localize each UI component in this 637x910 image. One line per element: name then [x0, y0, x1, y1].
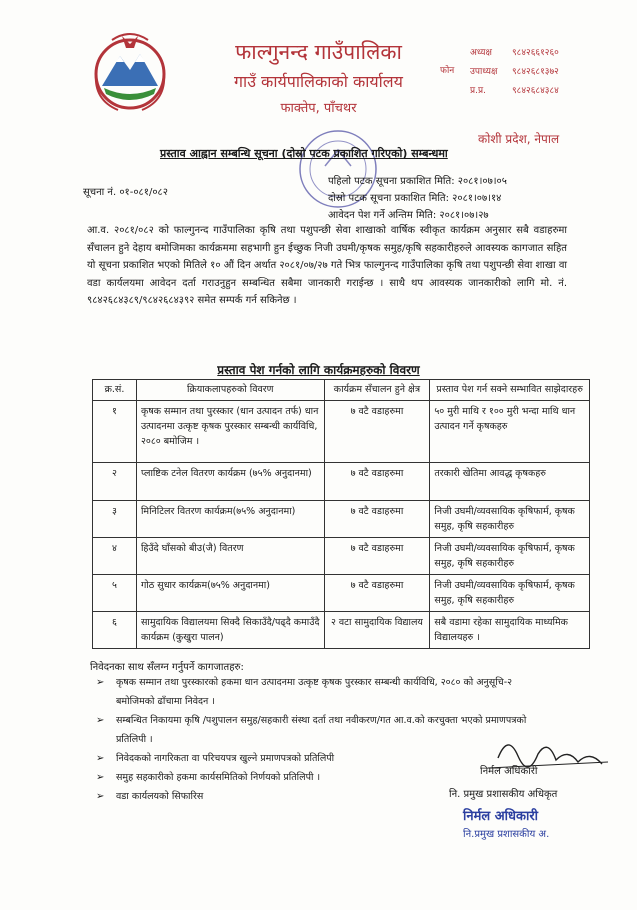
- office-subtitle: गाउँ कार्यपालिकाको कार्यालय: [234, 72, 403, 91]
- table-row: [93, 501, 590, 538]
- document-text: समुह सहकारीको हकमा कार्यसमितिको निर्णयको प्रतिलिपी ।: [116, 772, 321, 783]
- phone-number: ९८४२६६१२६०: [512, 48, 559, 58]
- cell-sn: ६: [93, 612, 137, 649]
- document-text: निवेदकको नागरिकता वा परिचयपत्र खुल्ने प्रमाणपत्रको प्रतिलिपी: [116, 753, 335, 764]
- cell-activity: प्लाष्टिक टनेल वितरण कार्यक्रम (७५% अनुदानमा): [136, 463, 324, 501]
- list-item: [96, 768, 536, 787]
- phone-role: प्र.प्र.: [470, 86, 486, 96]
- program-table: [92, 379, 590, 649]
- arrow-bullet-icon: ➢: [96, 677, 105, 688]
- cell-sn: ४: [93, 538, 137, 575]
- cell-activity: हिउँदे घाँसको बीउ(जै) वितरण: [136, 538, 324, 575]
- table-title: प्रस्ताव पेश गर्नको लागि कार्यक्रमहरुको विवरण: [217, 363, 420, 377]
- deadline-date: आवेदन पेश गर्ने अन्तिम मिति: २०८१।०७।२७: [328, 210, 489, 221]
- phone-role: उपाध्यक्ष: [470, 67, 498, 77]
- signatory-title: नि. प्रमुख प्रशासकीय अधिकृत: [449, 789, 558, 800]
- cell-sn: १: [93, 401, 137, 463]
- arrow-bullet-icon: ➢: [96, 753, 105, 764]
- arrow-bullet-icon: ➢: [96, 791, 105, 802]
- phone-label: फोन: [440, 66, 455, 76]
- document-text: कृषक सम्मान तथा पुरस्कारको हकमा धान उत्पादनमा उत्कृष्ट कृषक पुरस्कार सम्बन्धी कार्यविधि, २०८० को अनुसूचि-२ बमोजिमको ढाँचामा निवेदन ।: [116, 677, 513, 707]
- phone-list: [440, 44, 559, 101]
- cell-partners: निजी उघमी/व्यवसायिक कृषिफार्म, कृषक समुह, कृषि सहकारीहरु: [430, 575, 590, 612]
- stamp-title: नि.प्रमुख प्रशासकीय अ.: [463, 829, 550, 840]
- cell-area: ७ वटै वडाहरुमा: [324, 501, 430, 538]
- second-publish-date: दोस्रो पटक सूचना प्रकाशित मिति: २०८१।०७।१४: [328, 193, 502, 204]
- cell-area: ७ वटै वडाहरुमा: [324, 575, 430, 612]
- cell-activity: मिनिटिलर वितरण कार्यक्रम(७५% अनुदानमा): [136, 501, 324, 538]
- cell-partners: निजी उघमी/व्यवसायिक कृषिफार्म, कृषक समुह, कृषि सहकारीहरु: [430, 501, 590, 538]
- handwritten-signature: [478, 728, 618, 788]
- cell-activity: सामुदायिक विद्यालयमा सिक्दै सिकाउँदै/पढ्दै कमाउँदै कार्यक्रम (कुखुरा पालन): [136, 612, 324, 649]
- cell-sn: ५: [93, 575, 137, 612]
- first-publish-date: पहिलो पटक सूचना प्रकाशित मिति: २०८१।०७।०५: [328, 176, 507, 187]
- arrow-bullet-icon: ➢: [96, 715, 105, 726]
- cell-sn: ३: [93, 501, 137, 538]
- col-header-sn: क्र.सं.: [93, 380, 137, 401]
- list-item: [96, 749, 536, 768]
- table-row: [93, 401, 590, 463]
- cell-partners: सबै वडामा रहेका सामुदायिक माध्यमिक विद्यालयहरु ।: [430, 612, 590, 649]
- cell-area: २ वटा सामुदायिक विद्यालय: [324, 612, 430, 649]
- cell-partners: ५० मुरी माथि र १०० मुरी भन्दा माथि धान उत्पादन गर्ने कृषकहरु: [430, 401, 590, 463]
- document-text: वडा कार्यलयको सिफारिस: [116, 791, 204, 802]
- cell-activity: कृषक सम्मान तथा पुरस्कार (धान उत्पादन तर्फ) धान उत्पादनमा उत्कृष्ट कृषक पुरस्कार सम्बन्धी कार्यविधि, २०८० बमोजिम ।: [136, 401, 324, 463]
- cell-area: ७ वटै वडाहरुमा: [324, 538, 430, 575]
- office-title: फाल्गुनन्द गाउँपालिका: [235, 40, 402, 64]
- cell-sn: २: [93, 463, 137, 501]
- phone-row: [440, 82, 559, 101]
- table-row: [93, 575, 590, 612]
- stamp-name: निर्मल अधिकारी: [463, 809, 539, 824]
- col-header-activity: क्रियाकलापहरुको विवरण: [136, 380, 324, 401]
- office-location: फाक्तेप, पाँचथर: [280, 101, 357, 116]
- table-row: [93, 463, 590, 501]
- signatory-name: निर्मल अधिकारी: [480, 766, 538, 777]
- cell-area: ७ वटै वडाहरुमा: [324, 463, 430, 501]
- phone-row: [440, 63, 559, 82]
- document-text: सम्बन्धित निकायमा कृषि /पशुपालन समुह/सहकारी संस्था दर्ता तथा नवीकरण/गत आ.व.को करचुक्ता भएको प्रमाणपत्रको प्रतिलिपी ।: [116, 715, 527, 745]
- notice-body: आ.व. २०८१/०८२ को फाल्गुनन्द गाउँपालिका कृषि तथा पशुपन्छी सेवा शाखाको वार्षिक स्वीकृत कार्यक्रम अनुसार सबै वडाहरुमा सँचालन हुने देहाय बमोजिमका कार्यक्रममा सहभागी हुन ईच्छुक निजी उघमी/कृषक समुह/कृषि सहकारीहरुले आवस्यक कागजात सहित यो सूचना प्रकाशित भएको मितिले १० औं दिन अर्थात २०८१/०७/२७ गते भित्र फाल्गुनन्द गाउँपालिका कृषि तथा पशुपन्छी सेवा शाखा वा वडा कार्यलयमा आवेदन दर्ता गराउनुहुन सम्बन्धित सबैमा जानकारी गराईन्छ । साथै थप आवस्यक जानकारीको लागि मो. नं. ९८४२६८४३८९/९८४२६८४३९२ समेत सम्पर्क गर्न सकिनेछ ।: [87, 225, 567, 307]
- table-header-row: [93, 380, 590, 401]
- phone-role: अध्यक्ष: [470, 48, 492, 58]
- province-label: कोशी प्रदेश, नेपाल: [478, 132, 560, 146]
- cell-partners: तरकारी खेतिमा आवद्ध कृषकहरु: [430, 463, 590, 501]
- phone-row: [440, 44, 559, 63]
- col-header-partners: प्रस्ताव पेश गर्न सक्ने सम्भावित साझेदारहरु: [430, 380, 590, 401]
- notice-dates: [328, 173, 507, 224]
- phone-number: ९८४२६८४३८४: [512, 86, 559, 96]
- notice-number: सूचना नं. ०१-०८१/०८२: [83, 187, 168, 198]
- list-item: [96, 673, 536, 711]
- list-item: [96, 711, 536, 749]
- cell-activity: गोठ सुधार कार्यक्रम(७५% अनुदानमा): [136, 575, 324, 612]
- table-row: [93, 538, 590, 575]
- cell-area: ७ वटै वडाहरुमा: [324, 401, 430, 463]
- cell-partners: निजी उघमी/व्यवसायिक कृषिफार्म, कृषक समुह, कृषि सहकारीहरु: [430, 538, 590, 575]
- notice-subject: प्रस्ताव आह्वान सम्बन्धि सूचना (दोस्रो पटक प्रकाशित गरिएको) सम्बन्धमा: [160, 147, 448, 160]
- col-header-area: कार्यक्रम सँचालन हुने क्षेत्र: [324, 380, 430, 401]
- arrow-bullet-icon: ➢: [96, 772, 105, 783]
- table-row: [93, 612, 590, 649]
- documents-heading: निवेदनका साथ सँलग्न गर्नुपर्ने कागजातहरु:: [90, 662, 244, 673]
- phone-number: ९८४२६८१३७२: [512, 67, 559, 77]
